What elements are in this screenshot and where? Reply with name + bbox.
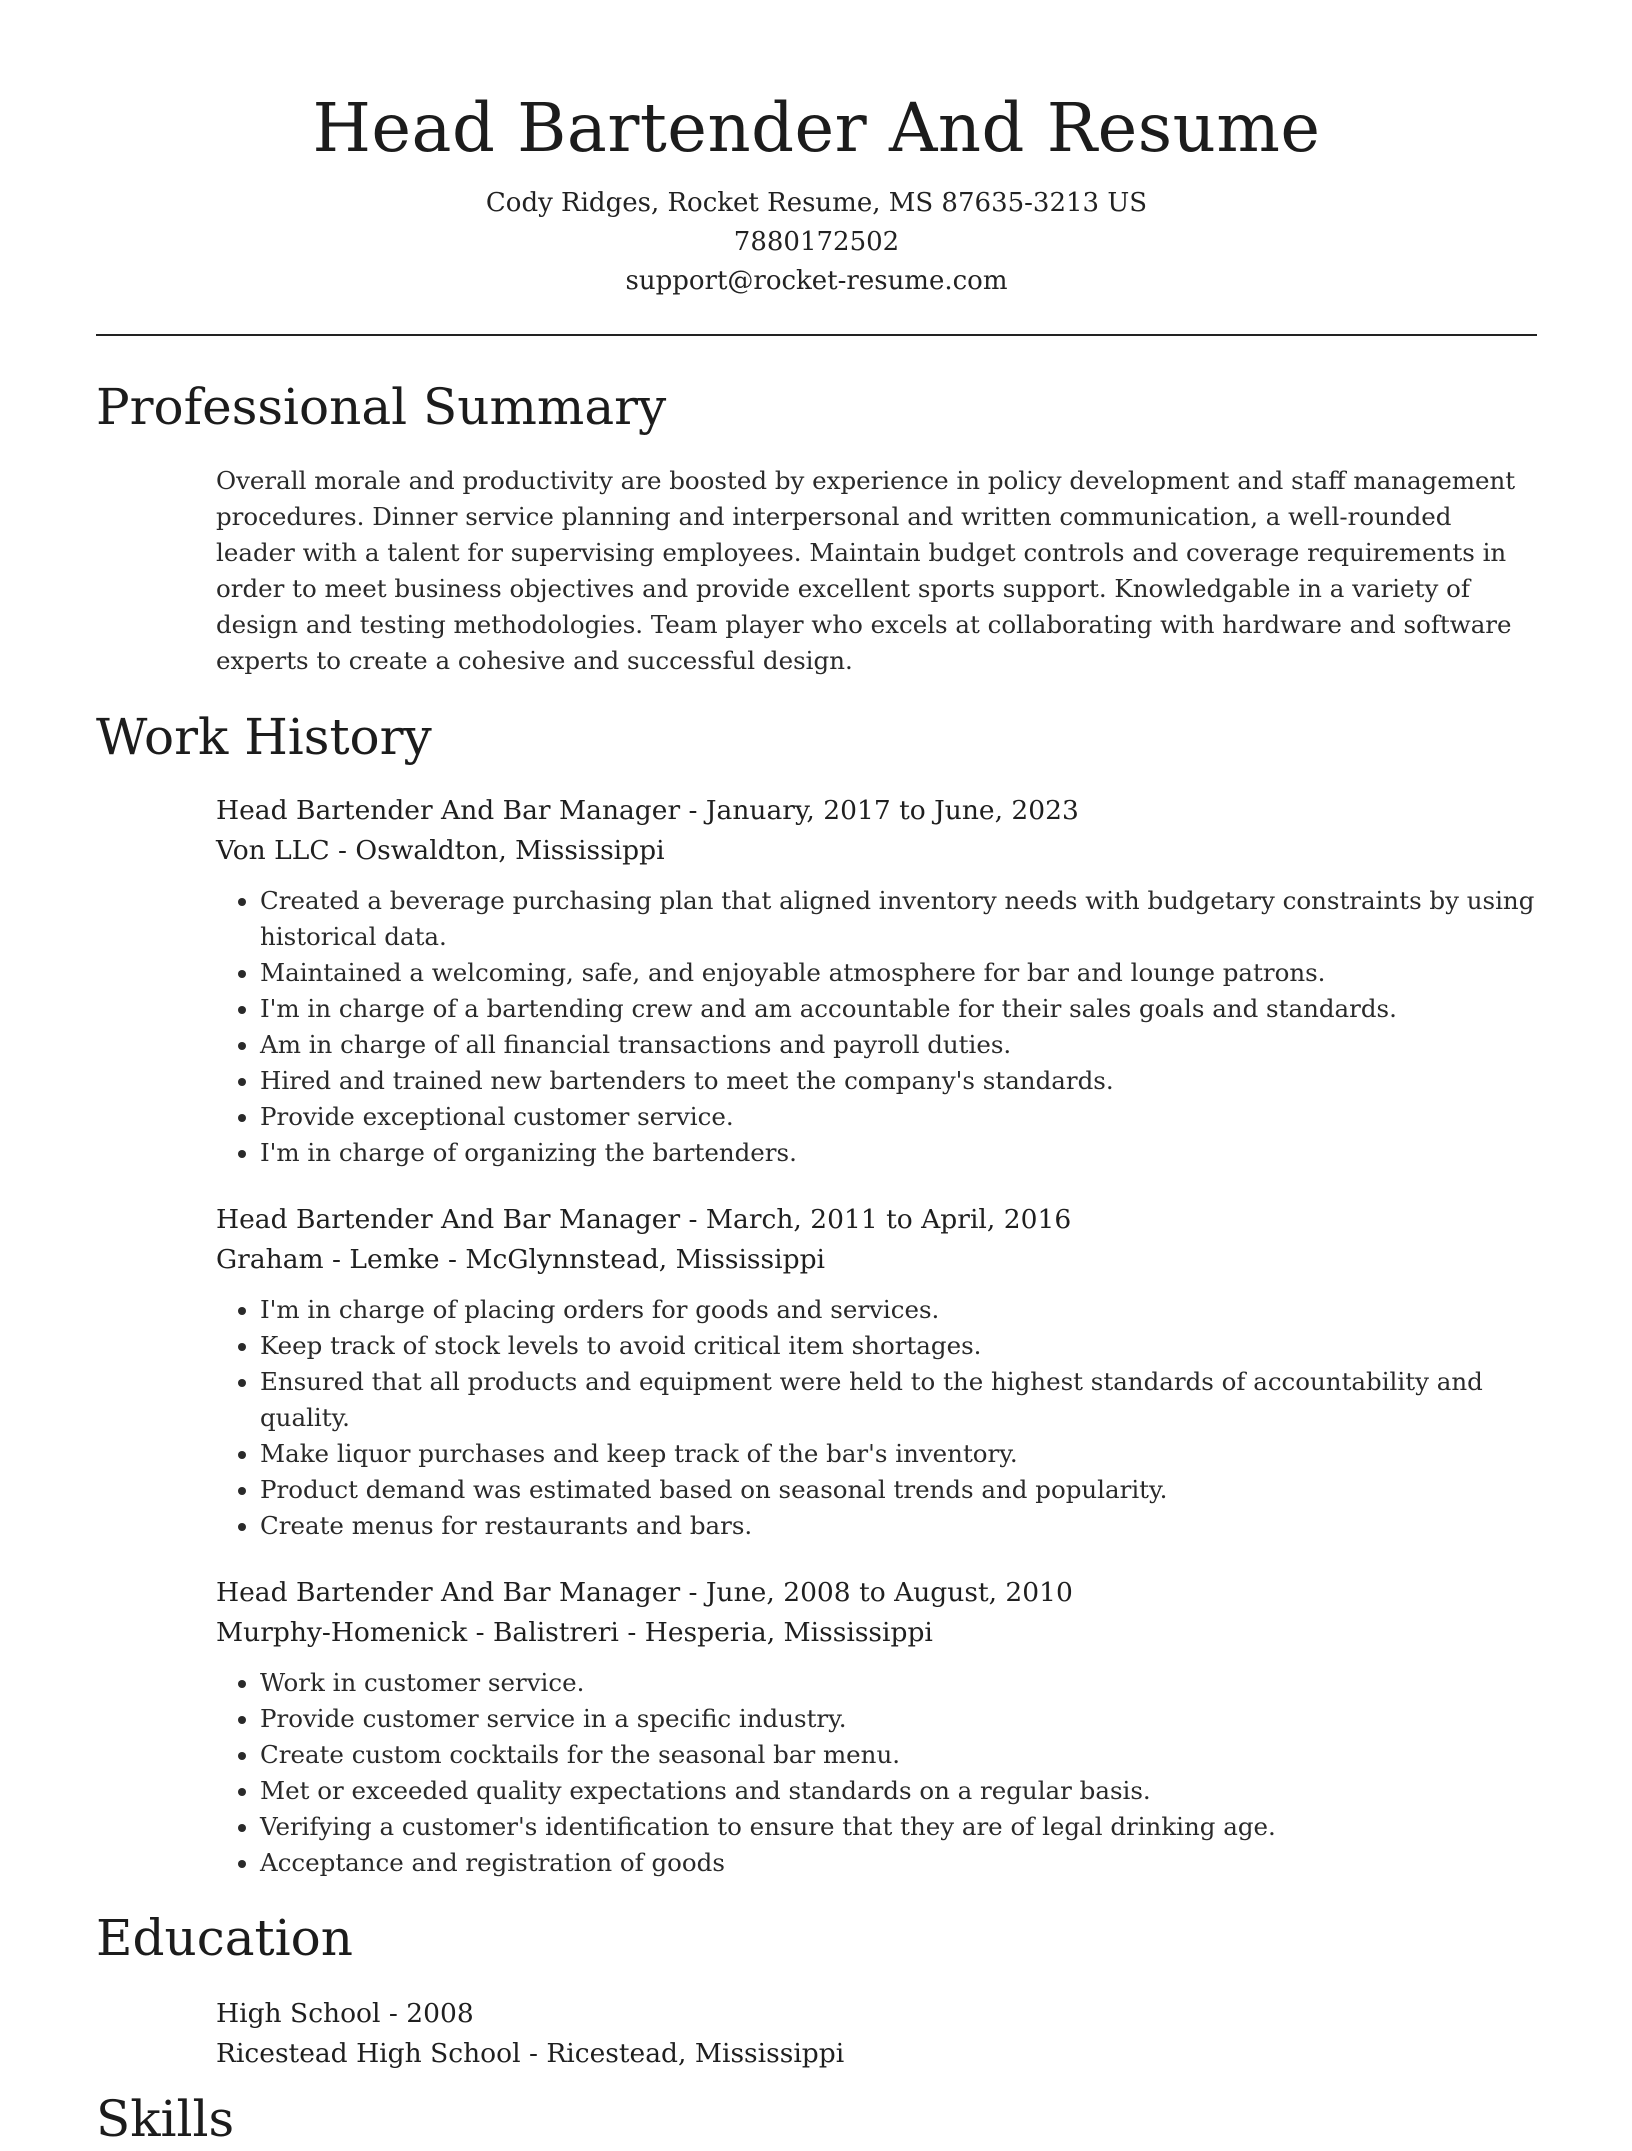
education-school-line: Ricestead High School - Ricestead, Mississippi bbox=[216, 2038, 845, 2069]
job-entry bbox=[216, 791, 1537, 1171]
list-item: • Met or exceeded quality expectations and standards on a regular basis. bbox=[260, 1773, 1537, 1809]
education-degree-line: High School - 2008 bbox=[216, 1998, 474, 2029]
list-item: • Create menus for restaurants and bars. bbox=[260, 1508, 1537, 1544]
job-entry bbox=[216, 1573, 1537, 1881]
job-company-line: Graham - Lemke - McGlynnstead, Mississippi bbox=[216, 1244, 826, 1275]
list-item: • Created a beverage purchasing plan that aligned inventory needs with budgetary constraints by using historical data. bbox=[260, 883, 1537, 955]
list-item: • Work in customer service. bbox=[260, 1665, 1537, 1701]
job-duties-list bbox=[216, 1292, 1537, 1544]
job-title-line: Head Bartender And Bar Manager - March, 2011 to April, 2016 bbox=[216, 1204, 1072, 1235]
list-item: • Maintained a welcoming, safe, and enjoyable atmosphere for bar and lounge patrons. bbox=[260, 955, 1537, 991]
education-entry bbox=[216, 1994, 1537, 2074]
list-item: • Verifying a customer's identification to ensure that they are of legal drinking age. bbox=[260, 1809, 1537, 1845]
list-item: • Provide exceptional customer service. bbox=[260, 1099, 1537, 1135]
list-item: • Am in charge of all financial transactions and payroll duties. bbox=[260, 1027, 1537, 1063]
list-item: • Hired and trained new bartenders to meet the company's standards. bbox=[260, 1063, 1537, 1099]
list-item: • Product demand was estimated based on seasonal trends and popularity. bbox=[260, 1472, 1537, 1508]
skills-heading: Skills bbox=[96, 2090, 235, 2148]
header-divider bbox=[96, 334, 1537, 336]
list-item: • I'm in charge of a bartending crew and am accountable for their sales goals and standards. bbox=[260, 991, 1537, 1027]
work-history-heading: Work History bbox=[96, 708, 432, 766]
job-duties-list bbox=[216, 883, 1537, 1171]
job-title-line: Head Bartender And Bar Manager - June, 2008 to August, 2010 bbox=[216, 1577, 1073, 1608]
contact-block bbox=[96, 184, 1537, 301]
job-company-line: Von LLC - Oswaldton, Mississippi bbox=[216, 835, 665, 866]
job-duties-list bbox=[216, 1665, 1537, 1881]
job-company-line: Murphy-Homenick - Balistreri - Hesperia, Mississippi bbox=[216, 1617, 933, 1648]
summary-heading: Professional Summary bbox=[96, 378, 667, 436]
job-entry bbox=[216, 1200, 1537, 1544]
job-title-line: Head Bartender And Bar Manager - January, 2017 to June, 2023 bbox=[216, 795, 1079, 826]
resume-page bbox=[96, 0, 1537, 2151]
list-item: • Keep track of stock levels to avoid critical item shortages. bbox=[260, 1328, 1537, 1364]
list-item: • Provide customer service in a specific industry. bbox=[260, 1701, 1537, 1737]
list-item: • Make liquor purchases and keep track of the bar's inventory. bbox=[260, 1436, 1537, 1472]
resume-name: Head Bartender And Resume bbox=[312, 89, 1321, 167]
contact-email: support@rocket-resume.com bbox=[625, 266, 1008, 296]
contact-phone: 7880172502 bbox=[733, 227, 900, 257]
list-item: • Create custom cocktails for the seasonal bar menu. bbox=[260, 1737, 1537, 1773]
education-heading: Education bbox=[96, 1909, 353, 1967]
list-item: • Ensured that all products and equipment were held to the highest standards of accountability and quality. bbox=[260, 1364, 1537, 1436]
summary-text: Overall morale and productivity are boosted by experience in policy development and staff management procedures. Dinner service planning and interpersonal and written communication, a well-rounded leader with a talent for supervising employees. Maintain budget controls and coverage requirements in order to meet business objectives and provide excellent sports support. Knowledgable in a variety of design and testing methodologies. Team player who excels at collaborating with hardware and software experts to create a cohesive and successful design. bbox=[216, 466, 1516, 675]
contact-address: Cody Ridges, Rocket Resume, MS 87635-3213 US bbox=[485, 188, 1148, 218]
list-item: • I'm in charge of placing orders for goods and services. bbox=[260, 1292, 1537, 1328]
list-item: • Acceptance and registration of goods bbox=[260, 1845, 1537, 1881]
list-item: • I'm in charge of organizing the bartenders. bbox=[260, 1135, 1537, 1171]
